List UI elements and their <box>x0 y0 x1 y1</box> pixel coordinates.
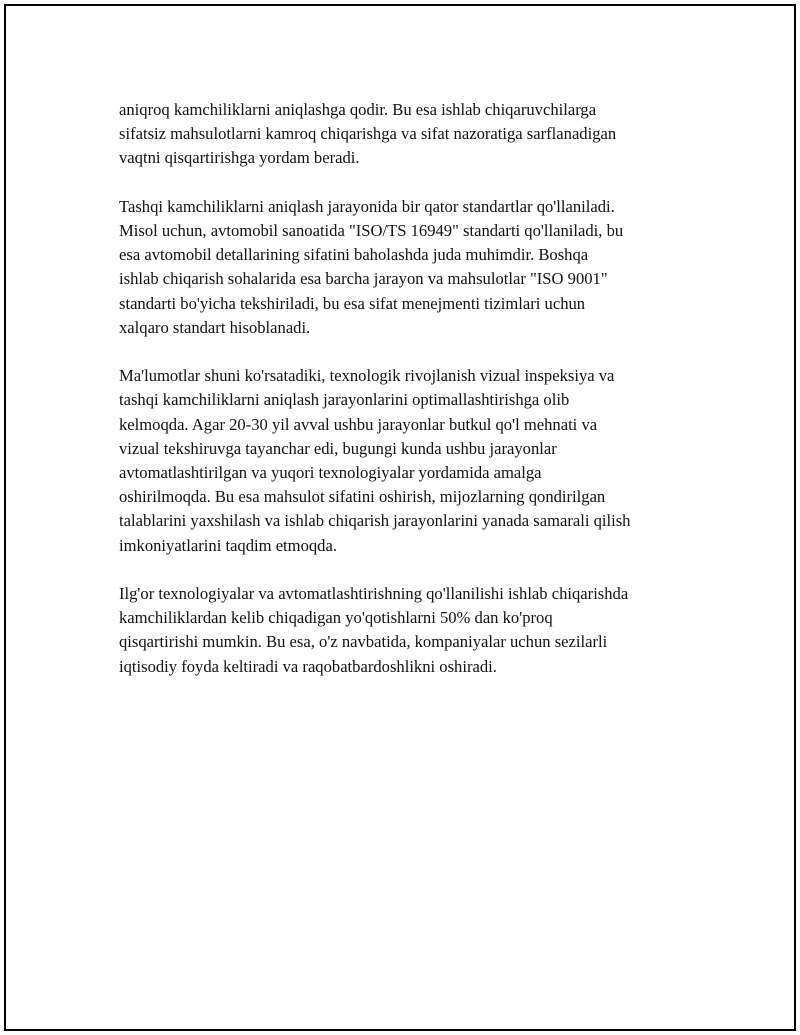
text-line: oshirilmoqda. Bu esa mahsulot sifatini oshirish, mijozlarning qondirilgan <box>119 487 606 507</box>
text-line: esa avtomobil detallarining sifatini baholashda juda muhimdir. Boshqa <box>119 245 589 265</box>
page-frame <box>4 4 796 1031</box>
text-line: tashqi kamchiliklarni aniqlash jarayonlarini optimallashtirishga olib <box>119 390 570 410</box>
text-line: kamchiliklardan kelib chiqadigan yo'qotishlarni 50% dan ko'proq <box>119 608 553 628</box>
text-line: iqtisodiy foyda keltiradi va raqobatbardoshlikni oshiradi. <box>119 656 497 676</box>
text-line: Ilg'or texnologiyalar va avtomatlashtirishning qo'llanilishi ishlab chiqarishda <box>119 584 629 604</box>
text-line: qisqartirishi mumkin. Bu esa, o'z navbatida, kompaniyalar uchun sezilarli <box>119 632 608 652</box>
text-line: vizual tekshiruvga tayanchar edi, bugungi kunda ushbu jarayonlar <box>119 438 557 458</box>
text-line: Tashqi kamchiliklarni aniqlash jarayonida bir qator standartlar qo'llaniladi. <box>119 196 615 216</box>
text-line: sifatsiz mahsulotlarni kamroq chiqarishga va sifat nazoratiga sarflanadigan <box>119 124 617 144</box>
text-line: talablarini yaxshilash va ishlab chiqarish jarayonlarini yanada samarali qilish <box>119 511 631 531</box>
document-body <box>119 98 709 703</box>
text-line: avtomatlashtirilgan va yuqori texnologiyalar yordamida amalga <box>119 463 542 483</box>
text-line: aniqroq kamchiliklarni aniqlashga qodir. Bu esa ishlab chiqaruvchilarga <box>119 100 597 119</box>
text-line: xalqaro standart hisoblanadi. <box>119 317 311 337</box>
text-line: Misol uchun, avtomobil sanoatida "ISO/TS 16949" standarti qo'llaniladi, bu <box>119 221 624 240</box>
text-line: ishlab chiqarish sohalarida esa barcha jarayon va mahsulotlar "ISO 9001" <box>119 269 608 289</box>
text-line: Ma'lumotlar shuni ko'rsatadiki, texnologik rivojlanish vizual inspeksiya va <box>119 366 615 386</box>
paragraph-3 <box>119 364 709 558</box>
paragraph-4 <box>119 582 709 679</box>
text-line: standarti bo'yicha tekshiriladi, bu esa sifat menejmenti tizimlari uchun <box>119 293 586 313</box>
text-line: imkoniyatlarini taqdim etmoqda. <box>119 535 337 555</box>
paragraph-1 <box>119 98 709 171</box>
text-line: vaqtni qisqartirishga yordam beradi. <box>119 148 360 168</box>
paragraph-2 <box>119 195 709 340</box>
text-line: kelmoqda. Agar 20-30 yil avval ushbu jarayonlar butkul qo'l mehnati va <box>119 414 598 434</box>
